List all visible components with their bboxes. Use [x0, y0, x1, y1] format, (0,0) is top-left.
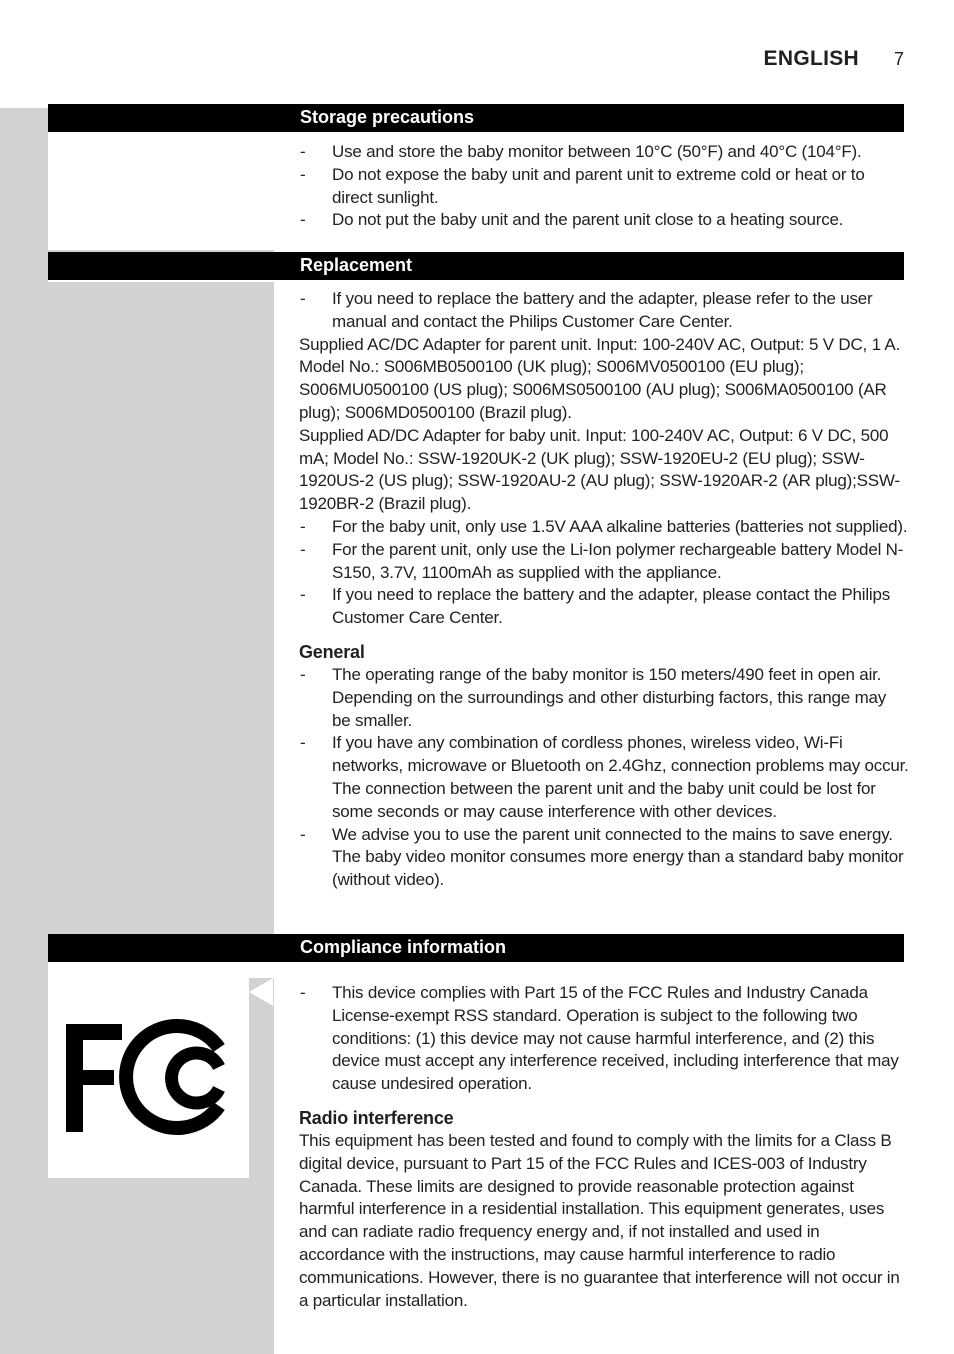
baby-adapter-info: Supplied AD/DC Adapter for baby unit. Input: 100-240V AC, Output: 6 V DC, 500 mA; Model No.: SSW-1920UK-2 (UK plug); SSW-1920EU-2 (EU plug); SSW-1920US-2 (US plug); SSW-1920AU-2 (AU plug); SSW-1920AR-2 (AR plug);SSW-1920BR-2 (Brazil plug). [299, 425, 900, 514]
section-bar-storage [48, 104, 904, 132]
radio-interference-text: This equipment has been tested and found to comply with the limits for a Class B digital device, pursuant to Part 15 of the FCC Rules and ICES-003 of Industry Canada. These limits are designed to provide reasonable protection against harmful interference in a residential installation. This equipment generates, uses and can radiate radio frequency energy and, if not installed and used in accordance with the instructions, may cause harmful interference to radio communications. However, there is no guarantee that interference will not occur in a particular installation. [299, 1130, 900, 1310]
list-item: - For the baby unit, only use 1.5V AAA alkaline batteries (batteries not supplied). [299, 516, 909, 539]
list-item: - We advise you to use the parent unit connected to the mains to save energy. The baby video monitor consumes more energy than a standard baby monitor (without video). [299, 824, 909, 892]
fcc-pointer-arrow [249, 978, 273, 1006]
parent-adapter-info: Supplied AC/DC Adapter for parent unit. Input: 100-240V AC, Output: 5 V DC, 1 A. Model No.: S006MB0500100 (UK plug); S006MV0500100 (EU plug); S006MU0500100 (US plug); S006MS0500100 (AU plug); S006MA0500100 (AR plug); S006MD0500100 (Brazil plug). [299, 334, 901, 422]
list-item: - This device complies with Part 15 of the FCC Rules and Industry Canada License-exempt RSS standard. Operation is subject to the following two conditions: (1) this device may not cause harmful interference, and (2) this device must accept any interference received, including interference that may cause undesired operation. [299, 982, 909, 1096]
subheading-general: General [299, 641, 365, 662]
fcc-logo-icon [48, 978, 249, 1178]
list-item: - Use and store the baby monitor between 10°C (50°F) and 40°C (104°F). [299, 141, 909, 164]
list-item: - The operating range of the baby monitor is 150 meters/490 feet in open air. Depending on the surroundings and other disturbing factors, this range may be smaller. [299, 664, 909, 732]
list-item: - Do not expose the baby unit and parent unit to extreme cold or heat or to direct sunlight. [299, 164, 909, 210]
list-item: - If you need to replace the battery and the adapter, please contact the Philips Customer Care Center. [299, 584, 909, 630]
margin-gap-replacement [48, 280, 274, 282]
replacement-content [299, 288, 909, 892]
margin-gap-compliance [48, 962, 274, 978]
list-item: - If you have any combination of cordless phones, wireless video, Wi-Fi networks, microwave or Bluetooth on 2.4Ghz, connection problems may occur. The connection between the parent unit and the baby unit could be lost for some seconds or may cause interference with other devices. [299, 732, 909, 823]
section-bar-replacement [48, 252, 904, 280]
section-bar-compliance [48, 934, 904, 962]
fcc-logo-panel [48, 978, 249, 1178]
section-title-compliance: Compliance information [300, 937, 507, 957]
subheading-radio-interference: Radio interference [299, 1107, 454, 1128]
page-number: 7 [894, 49, 905, 69]
compliance-content [299, 982, 909, 1312]
list-item: - If you need to replace the battery and the adapter, please refer to the user manual and contact the Philips Customer Care Center. [299, 288, 909, 334]
list-item: - For the parent unit, only use the Li-Ion polymer rechargeable battery Model N-S150, 3.7V, 1100mAh as supplied with the appliance. [299, 539, 909, 585]
section-title-replacement: Replacement [300, 255, 413, 275]
page-language: ENGLISH [763, 47, 859, 70]
margin-gap-storage [48, 132, 274, 250]
storage-content [299, 141, 909, 232]
list-item: - Do not put the baby unit and the parent unit close to a heating source. [299, 209, 909, 232]
section-title-storage: Storage precautions [300, 107, 475, 127]
